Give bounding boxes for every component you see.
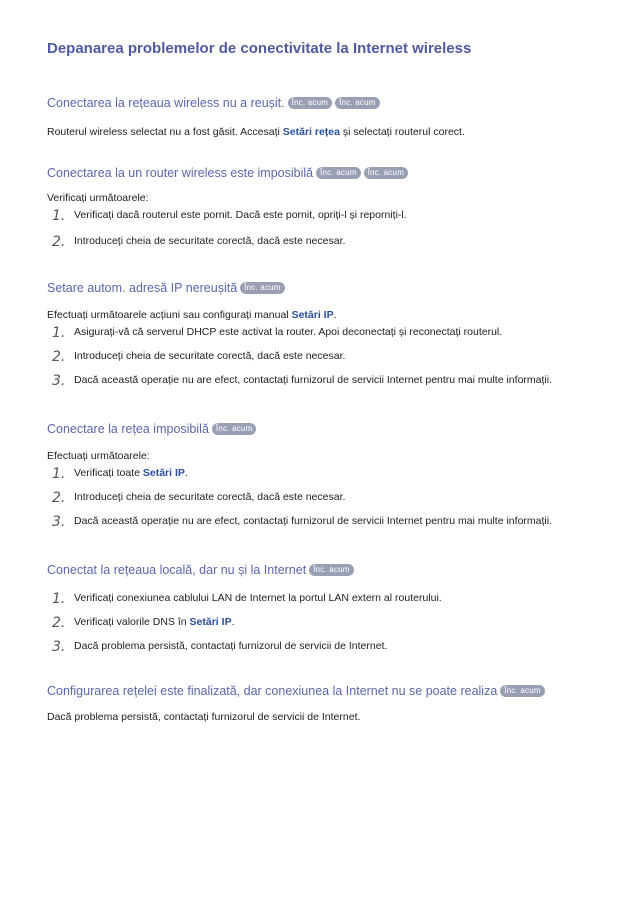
- item-text: Verificați dacă routerul este pornit. Dacă este pornit, opriți-l și reporniți-l.: [74, 209, 407, 221]
- section-heading: [47, 279, 607, 297]
- item-text-part: .: [184, 467, 188, 479]
- try-now-button[interactable]: Înc. acum: [364, 167, 408, 179]
- list-item: [47, 349, 607, 363]
- item-text-part: .: [231, 616, 235, 628]
- list-item: [47, 591, 607, 605]
- heading-text: Configurarea rețelei este finalizată, dar conexiunea la Internet nu se poate realiza: [47, 684, 498, 698]
- item-number: 3.: [52, 639, 66, 655]
- ip-settings-link[interactable]: Setări IP: [291, 309, 334, 321]
- paragraph-text: .: [333, 309, 337, 321]
- heading-text: Setare autom. adresă IP nereușită: [47, 281, 238, 295]
- item-text-part: Verificați toate: [74, 467, 143, 479]
- list-item: [47, 615, 607, 629]
- ip-settings-link[interactable]: Setări IP: [189, 616, 232, 628]
- list-item: [47, 208, 607, 222]
- item-text: [74, 466, 188, 480]
- heading-text: Conectarea la un router wireless este imposibilă: [47, 166, 314, 180]
- network-settings-link[interactable]: Setări rețea: [282, 126, 340, 138]
- section-paragraph: Dacă problema persistă, contactați furnizorul de servicii de Internet.: [47, 711, 361, 723]
- item-number: 2.: [52, 349, 66, 365]
- heading-text: Conectarea la rețeaua wireless nu a reușit.: [47, 96, 285, 110]
- section-config-done-no-internet: [47, 682, 607, 724]
- section-network-impossible: [47, 420, 607, 528]
- list-item: [47, 490, 607, 504]
- section-heading: [47, 561, 607, 579]
- paragraph-text: Routerul wireless selectat nu a fost găsit. Accesați: [47, 126, 283, 138]
- item-number: 2.: [52, 490, 66, 506]
- try-now-button[interactable]: Înc. acum: [212, 423, 256, 435]
- item-text: Dacă problema persistă, contactați furnizorul de servicii de Internet.: [74, 640, 388, 652]
- section-intro: Efectuați următoarele:: [47, 450, 150, 462]
- paragraph-text: Efectuați următoarele acțiuni sau configurați manual: [47, 309, 292, 321]
- item-text: Introduceți cheia de securitate corectă, dacă este necesar.: [74, 235, 346, 247]
- item-number: 1.: [52, 208, 66, 224]
- item-text: Introduceți cheia de securitate corectă, dacă este necesar.: [74, 491, 346, 503]
- item-number: 3.: [52, 373, 66, 389]
- paragraph-text: și selectați routerul corect.: [339, 126, 465, 138]
- list-item: [47, 466, 607, 480]
- section-heading: [47, 164, 607, 182]
- item-text: [74, 615, 235, 629]
- item-number: 1.: [52, 325, 66, 341]
- try-now-button[interactable]: Înc. acum: [240, 282, 284, 294]
- try-now-button[interactable]: Înc. acum: [288, 97, 332, 109]
- section-intro: Verificați următoarele:: [47, 192, 149, 204]
- item-number: 1.: [52, 591, 66, 607]
- section-paragraph: [47, 125, 607, 139]
- list-item: [47, 373, 607, 387]
- item-text-part: Verificați valorile DNS în: [74, 616, 190, 628]
- list-item: [47, 234, 607, 248]
- item-text: Introduceți cheia de securitate corectă, dacă este necesar.: [74, 350, 346, 362]
- item-number: 2.: [52, 615, 66, 631]
- section-heading: [47, 420, 607, 438]
- try-now-button[interactable]: Înc. acum: [500, 685, 544, 697]
- item-text: Asigurați-vă că serverul DHCP este activat la router. Apoi deconectați și reconectați routerul.: [74, 326, 503, 338]
- item-number: 2.: [52, 234, 66, 250]
- section-auto-ip-failed: [47, 279, 607, 387]
- section-router-impossible: [47, 164, 607, 248]
- section-heading: [47, 682, 607, 700]
- try-now-button[interactable]: Înc. acum: [316, 167, 360, 179]
- heading-text: Conectare la rețea imposibilă: [47, 422, 209, 436]
- section-heading: [47, 94, 607, 112]
- try-now-button[interactable]: Înc. acum: [309, 564, 353, 576]
- ip-settings-link[interactable]: Setări IP: [142, 467, 185, 479]
- try-now-button[interactable]: Înc. acum: [335, 97, 379, 109]
- item-text: Dacă această operație nu are efect, contactați furnizorul de servicii Internet pentru mai multe informații.: [74, 374, 552, 386]
- item-text: Verificați conexiunea cablului LAN de Internet la portul LAN extern al routerului.: [74, 592, 442, 604]
- heading-text: Conectat la rețeaua locală, dar nu și la Internet: [47, 563, 307, 577]
- list-item: [47, 639, 607, 653]
- list-item: [47, 325, 607, 339]
- list-item: [47, 514, 607, 528]
- item-text: Dacă această operație nu are efect, contactați furnizorul de servicii Internet pentru mai multe informații.: [74, 515, 552, 527]
- item-number: 3.: [52, 514, 66, 530]
- page-title: Depanarea problemelor de conectivitate la Internet wireless: [47, 40, 472, 57]
- item-number: 1.: [52, 466, 66, 482]
- section-wireless-failed: [47, 94, 607, 139]
- section-local-network-only: [47, 561, 607, 653]
- section-intro: [47, 308, 607, 322]
